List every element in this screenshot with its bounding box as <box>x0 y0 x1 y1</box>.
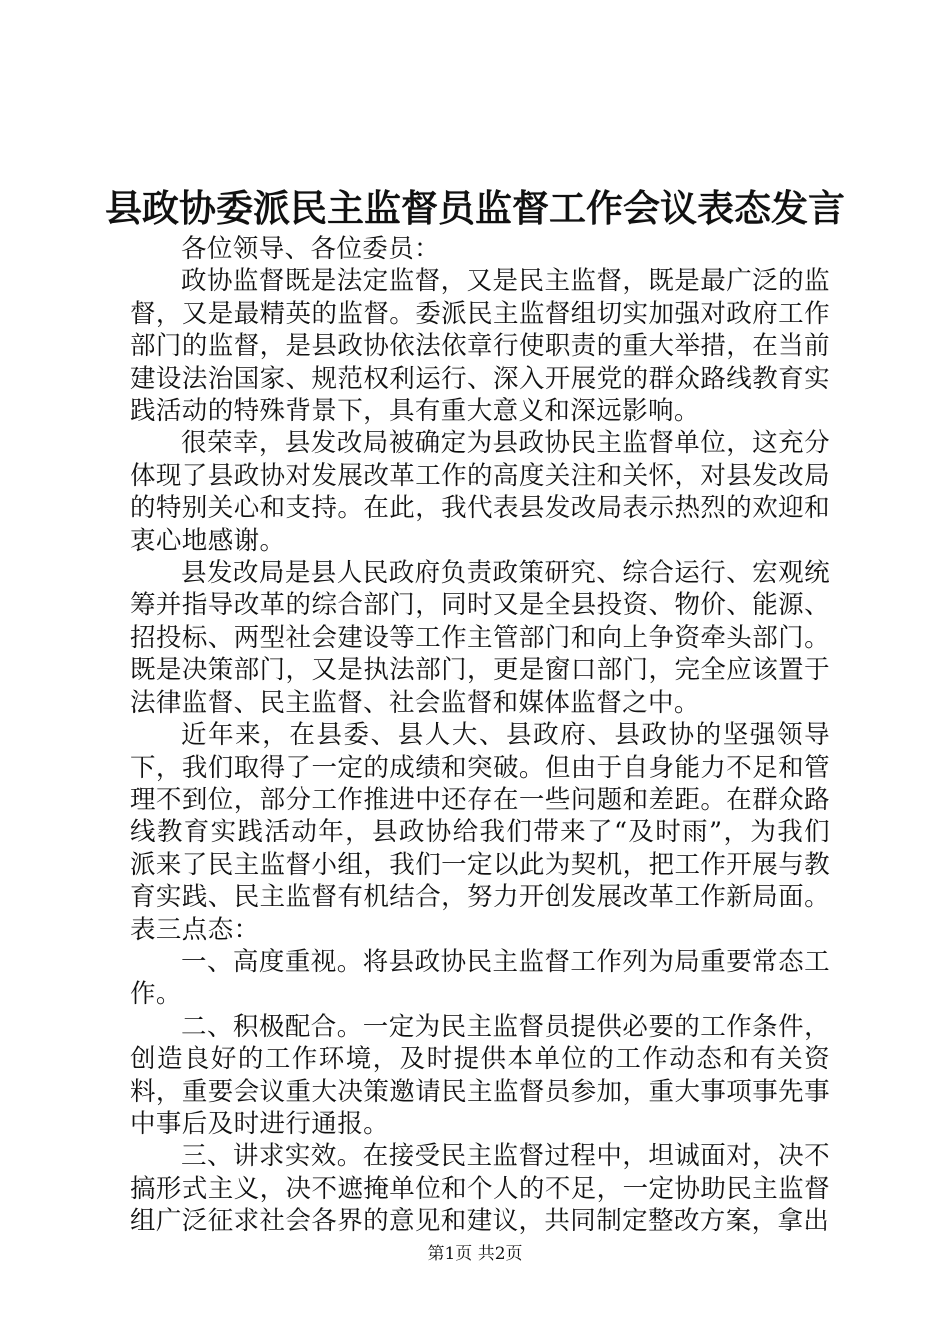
body-paragraph: 近年来，在县委、县人大、县政府、县政协的坚强领导下，我们取得了一定的成绩和突破。但由于自身能力不足和管理不到位，部分工作推进中还存在一些问题和差距。在群众路线教育实践活动年，县政协给我们带来了“及时雨”，为我们派来了民主监督小组，我们一定以此为契机，把工作开展与教育实践、民主监督有机结合，努力开创发展改革工作新局面。表三点态： <box>130 720 830 945</box>
body-paragraph: 很荣幸，县发改局被确定为县政协民主监督单位，这充分体现了县政协对发展改革工作的高度关注和关怀，对县发改局的特别关心和支持。在此，我代表县发改局表示热烈的欢迎和衷心地感谢。 <box>130 428 830 556</box>
point-paragraph: 三、讲求实效。在接受民主监督过程中，坦诚面对，决不搞形式主义，决不遮掩单位和个人的不足，一定协助民主监督组广泛征求社会各界的意见和建议，共同制定整改方案，拿出 <box>130 1141 830 1237</box>
body-paragraph: 政协监督既是法定监督，又是民主监督，既是最广泛的监督，又是最精英的监督。委派民主监督组切实加强对政府工作部门的监督，是县政协依法依章行使职责的重大举措，在当前建设法治国家、规范权利运行、深入开展党的群众路线教育实践活动的特殊背景下，具有重大意义和深远影响。 <box>130 266 830 427</box>
document-body <box>130 233 830 1238</box>
point-paragraph: 一、高度重视。将县政协民主监督工作列为局重要常态工作。 <box>130 946 830 1010</box>
document-title: 县政协委派民主监督员监督工作会议表态发言 <box>105 186 845 230</box>
page-number-footer: 第1页 共2页 <box>427 1244 523 1264</box>
body-paragraph: 县发改局是县人民政府负责政策研究、综合运行、宏观统筹并指导改革的综合部门，同时又是全县投资、物价、能源、招投标、两型社会建设等工作主管部门和向上争资牵头部门。既是决策部门，又是执法部门，更是窗口部门，完全应该置于法律监督、民主监督、社会监督和媒体监督之中。 <box>130 558 830 718</box>
point-paragraph: 二、积极配合。一定为民主监督员提供必要的工作条件，创造良好的工作环境，及时提供本单位的工作动态和有关资料，重要会议重大决策邀请民主监督员参加，重大事项事先事中事后及时进行通报。 <box>130 1011 830 1139</box>
salutation-paragraph: 各位领导、各位委员： <box>181 234 441 264</box>
